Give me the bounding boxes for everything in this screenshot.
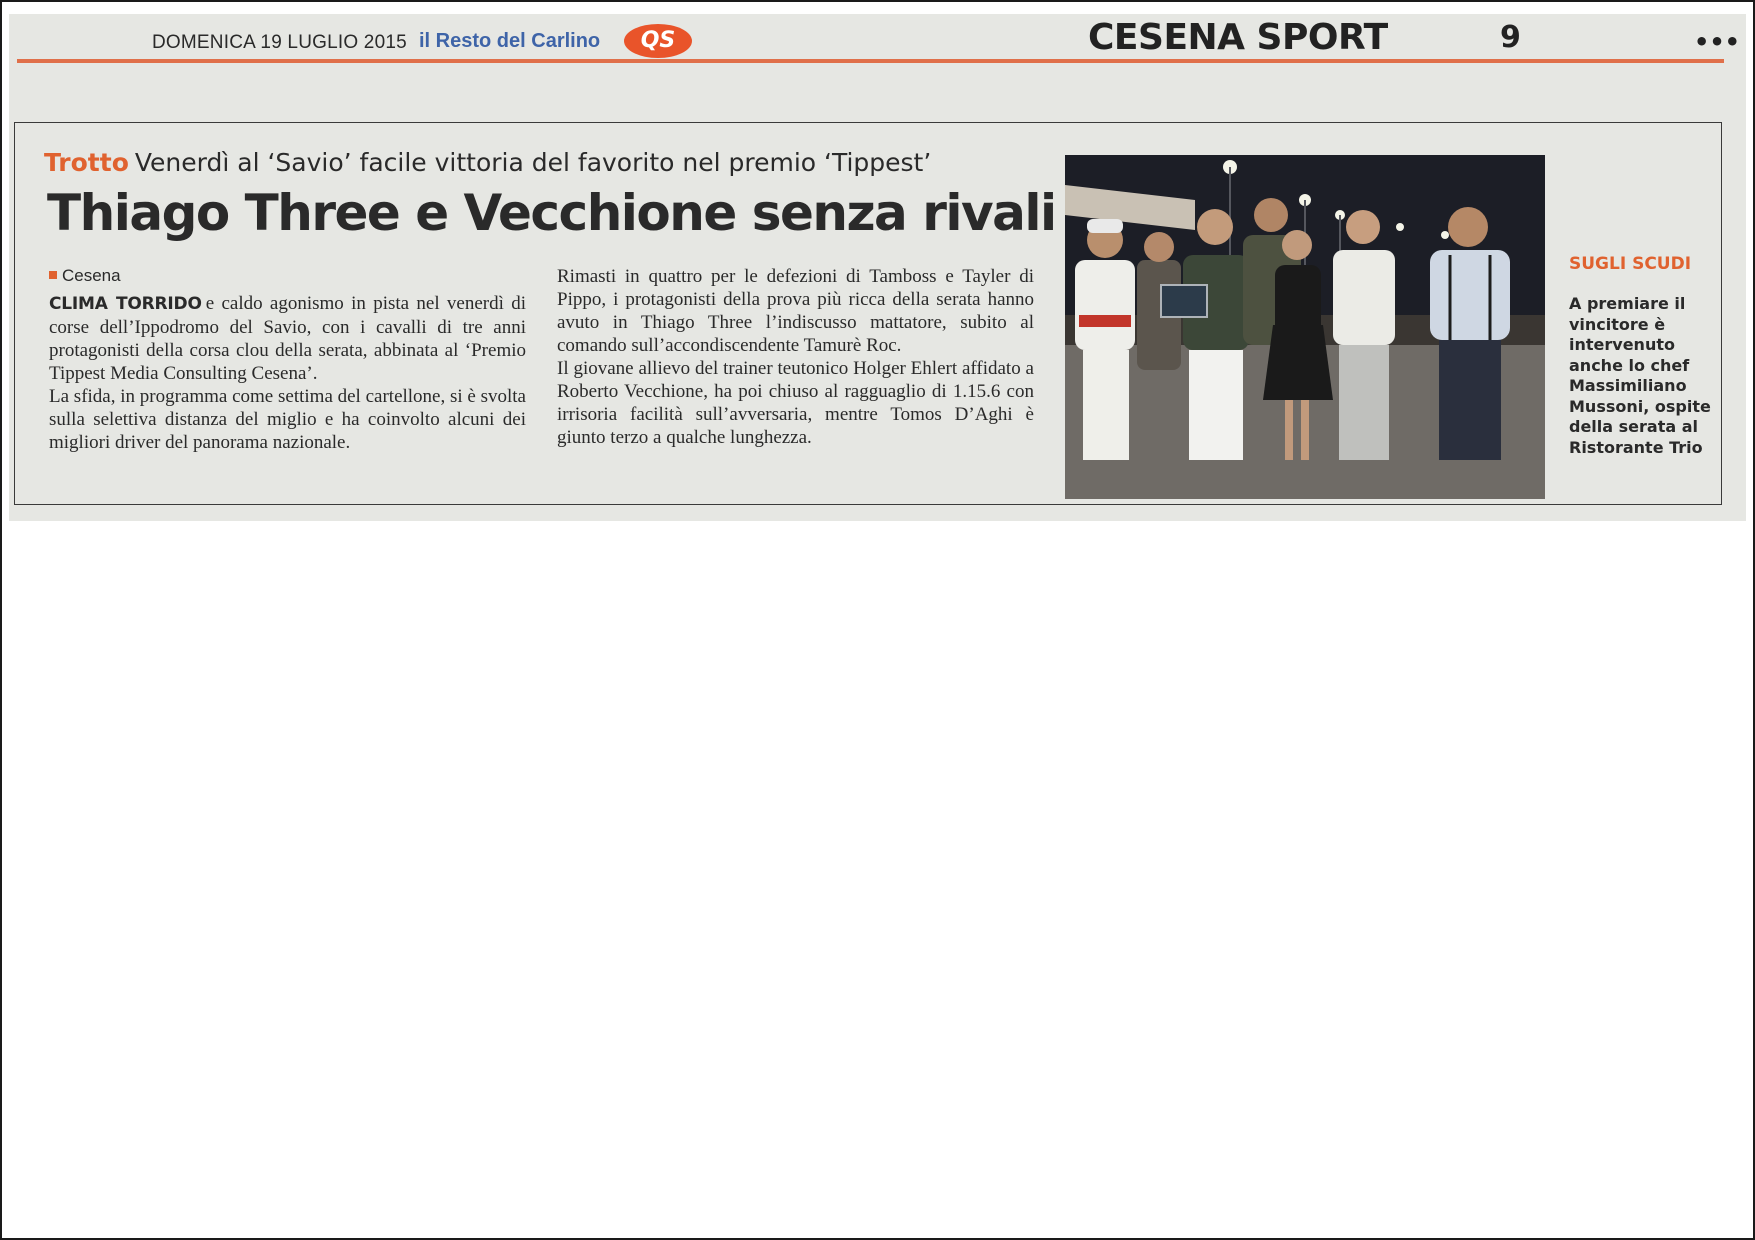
paragraph [49,292,526,385]
award-photo [1065,155,1545,499]
page-number: 9 [1500,20,1521,55]
paragraph: La sfida, in programma come settima del cartellone, si è svolta sulla selettiva distanza del miglio e ha coinvolto alcuni dei migliori driver del panorama nazionale. [49,386,526,453]
dateline [49,266,121,286]
qs-logo: QS [624,24,692,58]
dateline-text: Cesena [62,266,121,285]
lead-in: CLIMA TORRIDO [49,294,202,314]
article-kicker [44,148,931,177]
paragraph: Il giovane allievo del trainer teutonico Holger Ehlert affidato a Roberto Vecchione, ha poi chiuso al ragguaglio di 1.15.6 con irrisoria facilità sull’avversaria, mentre Tomos D’Aghi è giunto terzo a qualche lunghezza. [557,358,1034,448]
paragraph-text: e caldo agonismo in pista nel venerdì di corse dell’Ippodromo del Savio, con i cavalli di tre anni protagonisti della corsa clou della serata, abbinata al ‘Premio Tippest Media Consulting Cesena’. [49,293,526,384]
article-headline: Thiago Three e Vecchione senza rivali [47,184,1056,242]
newspaper-name: il Resto del Carlino [419,30,601,52]
caption-kicker: SUGLI SCUDI [1569,254,1692,274]
kicker-text: Venerdì al ‘Savio’ facile vittoria del favorito nel premio ‘Tippest’ [134,148,932,177]
article-column-1 [49,292,526,454]
header-rule [17,59,1724,63]
photo-caption: A premiare il vincitore è intervenuto anche lo chef Massimiliano Mussoni, ospite della serata al Ristorante Trio [1569,294,1711,457]
paragraph: Rimasti in quattro per le defezioni di Tamboss e Tayler di Pippo, i protagonisti della prova più ricca della serata hanno avuto in Thiago Three l’indiscusso mattatore, subito al comando sull’accondiscendente Tamurè Roc. [557,266,1034,356]
award-photo-illustration [1065,155,1545,499]
section-title: CESENA SPORT [1088,17,1388,58]
kicker-label: Trotto [44,148,129,177]
article-column-2 [557,265,1034,449]
dateline-square-icon [49,271,57,279]
masthead-date: DOMENICA 19 LUGLIO 2015 [152,32,407,53]
page-dots: ••• [1694,28,1741,56]
